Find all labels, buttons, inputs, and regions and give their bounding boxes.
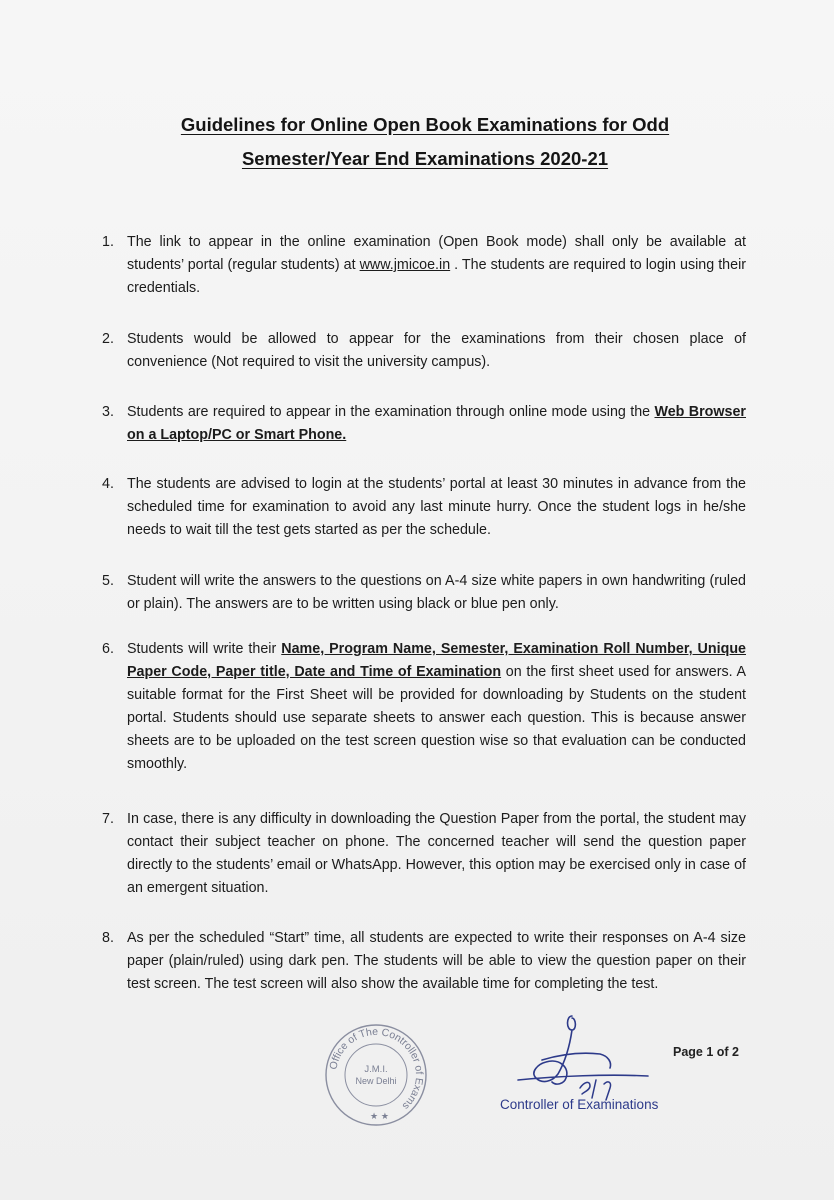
item-text: Student will write the answers to the questions on A-4 size white papers in own handwriting (ruled or plain). The answers are to be written using black or blue pen only.: [127, 573, 746, 612]
item-text: The link to appear in the online examination (Open Book mode) shall only be available at students’ portal (regular students) at www.jmicoe.in . The students are required to login using their credentials.: [127, 234, 747, 296]
signature: [500, 1010, 670, 1110]
item-emphasis: Name, Program Name, Semester, Examination Roll Number, Unique Paper Code, Paper title, Date and Time of Examination: [127, 641, 746, 680]
stamp-center-line-1: J.M.I.: [364, 1064, 388, 1075]
portal-link[interactable]: www.jmicoe.in: [359, 257, 451, 273]
stamp-inner-ring: [345, 1044, 407, 1106]
item-text: Students will write their Name, Program Name, Semester, Examination Roll Number, Unique Paper Code, Paper title, Date and Time of Examination on the first sheet used for answers. A suitable format for the First Sheet will be provided for downloading by Students on the student portal. Students should use separate sheets to answer each question. This is because answer sheets are to be uploaded on the test screen question wise so that evaluation can be conducted smoothly.: [127, 641, 747, 772]
item-text: Students would be allowed to appear for the examinations from their chosen place of convenience (Not required to visit the university campus).: [127, 331, 746, 370]
item-text: In case, there is any difficulty in downloading the Question Paper from the portal, the student may contact their subject teacher on phone. The concerned teacher will send the question paper directly to the students’ email or WhatsApp. However, this option may be exercised only in case of an emergent situation.: [127, 811, 746, 896]
item-emphasis: Web Browser on a Laptop/PC or Smart Phone.: [127, 404, 746, 443]
item-text: The students are advised to login at the students’ portal at least 30 minutes in advance from the scheduled time for examination to avoid any last minute hurry. Once the student logs in he/she needs to wait till the test gets started as per the schedule.: [127, 476, 746, 538]
item-text: Students are required to appear in the examination through online mode using the Web Browser on a Laptop/PC or Smart Phone.: [127, 404, 746, 443]
title-line-1: Guidelines for Online Open Book Examinations for Odd: [180, 114, 670, 135]
item-number: 3.: [102, 404, 114, 420]
item-number: 1.: [102, 234, 114, 250]
document-title: [110, 108, 740, 176]
stamp-outer-ring: [326, 1025, 426, 1125]
official-stamp: [323, 1022, 429, 1128]
stamp-center-line-2: New Delhi: [355, 1076, 397, 1086]
item-number: 5.: [102, 573, 114, 589]
page-number: Page 1 of 2: [673, 1045, 739, 1059]
signatory-title: Controller of Examinations: [500, 1097, 659, 1112]
title-line-2: Semester/Year End Examinations 2020-21: [241, 148, 609, 169]
signature-stroke: [518, 1016, 648, 1084]
stamp-ring-text: Office of The Controller of Exams: [327, 1025, 426, 1112]
item-number: 7.: [102, 811, 114, 827]
item-number: 8.: [102, 930, 114, 946]
item-number: 6.: [102, 641, 114, 657]
item-number: 2.: [102, 331, 114, 347]
item-number: 4.: [102, 476, 114, 492]
item-text: As per the scheduled “Start” time, all students are expected to write their responses on A-4 size paper (plain/ruled) using dark pen. The students will be able to view the question paper on their test screen. The test screen will also show the available time for completing the test.: [127, 930, 746, 992]
stamp-star-icon: ★ ★: [370, 1112, 389, 1122]
